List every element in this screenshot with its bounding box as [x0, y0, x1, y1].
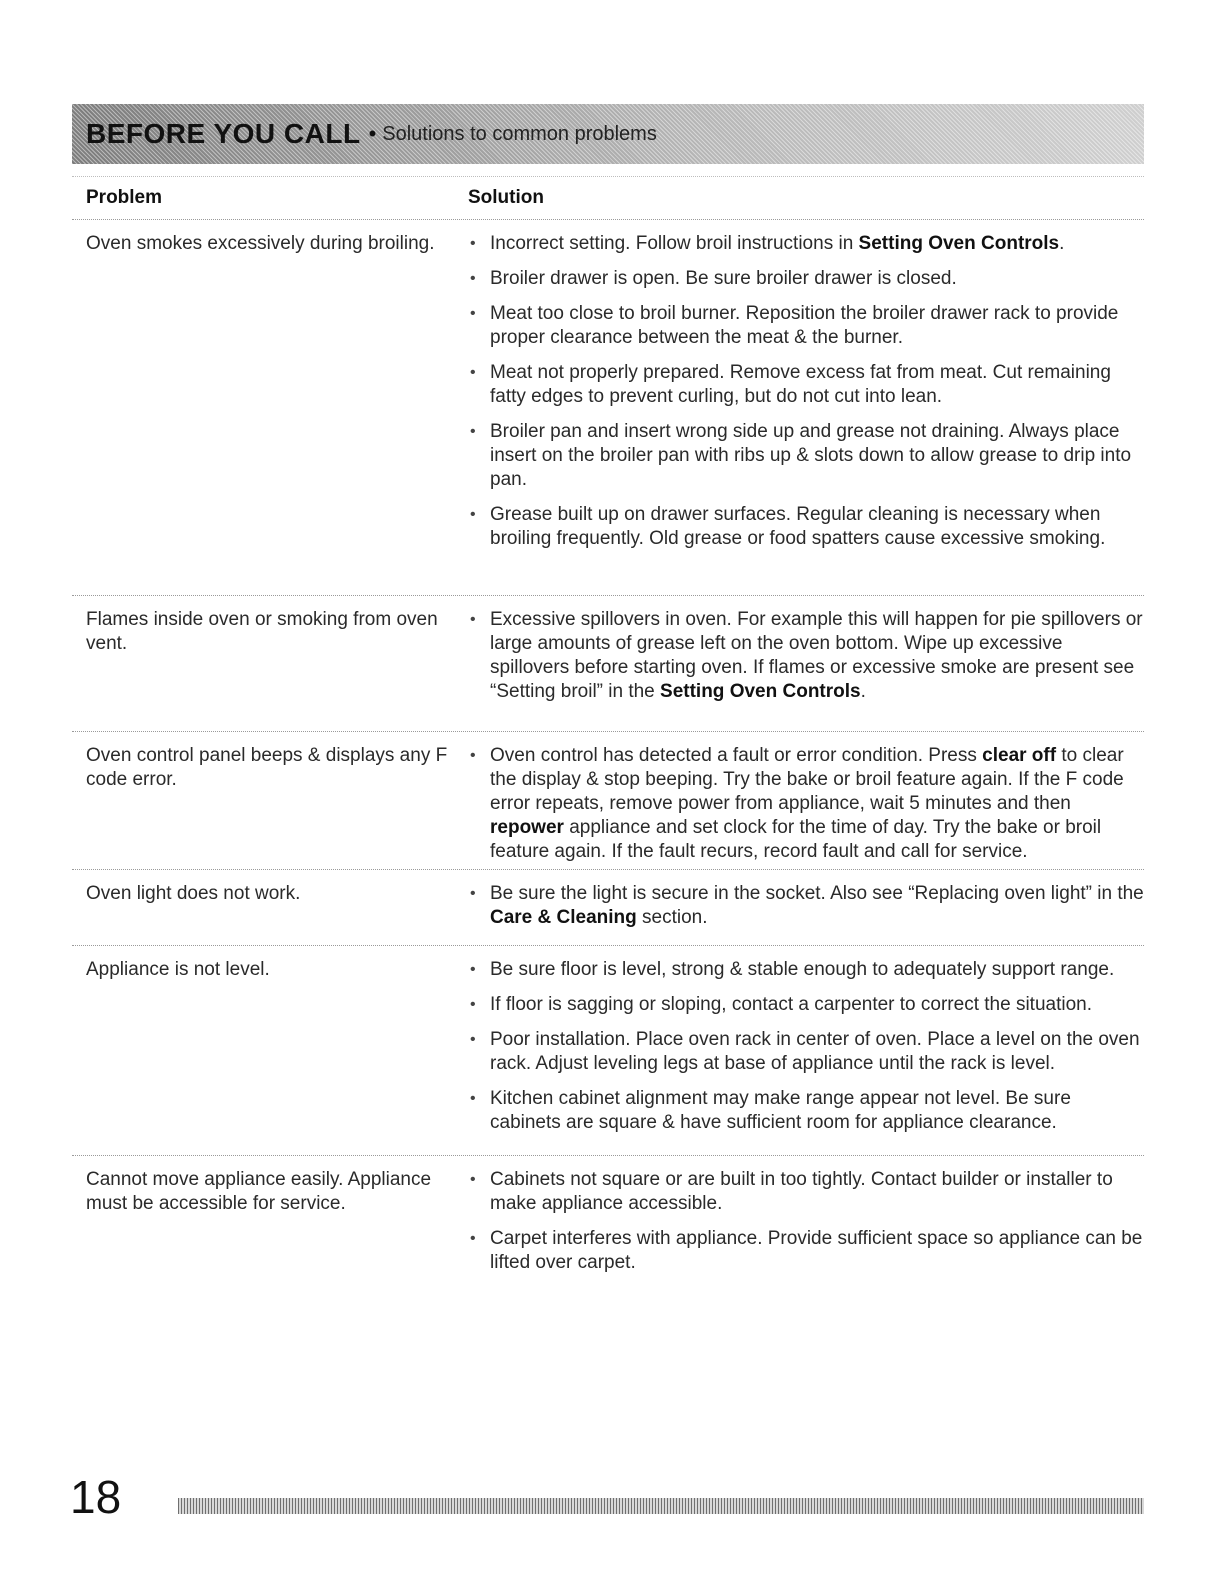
solution-item: [468, 1168, 1144, 1216]
problem-cell: Oven smokes excessively during broiling.: [86, 233, 435, 254]
solution-item: [468, 882, 1144, 930]
bullet-icon: •: [470, 1090, 476, 1107]
table-row: [72, 1156, 1144, 1286]
bullet-icon: •: [470, 1031, 476, 1048]
solution-item: [468, 744, 1144, 864]
solution-text: to clear the display & stop beeping. Try the bake or broil feature again. If the F code error repeats, remove power from appliance, wait 5 minutes and then: [490, 745, 1124, 814]
solution-text: Broiler pan and insert wrong side up and grease not draining. Always place insert on the broiler pan with ribs up & slots down to allow grease to drip into pan.: [490, 421, 1132, 490]
solution-emphasis: Care & Cleaning: [490, 907, 637, 928]
bullet-icon: •: [470, 364, 476, 381]
solution-list: [468, 946, 1144, 1155]
solution-text: Grease built up on drawer surfaces. Regular cleaning is necessary when broiling frequently. Old grease or food spatters cause excessive smoking.: [490, 504, 1106, 549]
solution-text: Broiler drawer is open. Be sure broiler drawer is closed.: [490, 268, 957, 289]
solution-text: Poor installation. Place oven rack in center of oven. Place a level on the oven rack. Adjust leveling legs at base of appliance until the rack is level.: [490, 1029, 1140, 1074]
solution-item: [468, 420, 1144, 492]
solution-item: [468, 608, 1144, 704]
bullet-icon: •: [470, 611, 476, 628]
table-row: [72, 946, 1144, 1156]
solution-emphasis: Setting Oven Controls: [660, 681, 861, 702]
title-separator: •: [368, 121, 377, 146]
bullet-icon: •: [470, 961, 476, 978]
solution-text: Cabinets not square or are built in too tightly. Contact builder or installer to make appliance accessible.: [490, 1169, 1113, 1214]
solution-item: [468, 232, 1144, 256]
page-title: BEFORE YOU CALL: [86, 118, 361, 149]
page-number: 18: [70, 1471, 122, 1523]
solution-emphasis: repower: [490, 817, 564, 838]
solution-text: Oven control has detected a fault or error condition. Press: [490, 745, 983, 766]
solution-text: Incorrect setting. Follow broil instructions in: [490, 233, 859, 254]
bullet-icon: •: [470, 235, 476, 252]
solution-text: Kitchen cabinet alignment may make range appear not level. Be sure cabinets are square & have sufficient room for appliance clearance.: [490, 1088, 1071, 1133]
bullet-icon: •: [470, 996, 476, 1013]
footer-decorative-bar: [178, 1498, 1144, 1514]
solution-list: [468, 870, 1144, 945]
table-row: [72, 220, 1144, 596]
solution-column-header: Solution: [468, 187, 544, 208]
solution-item: [468, 1087, 1144, 1135]
solution-text: section.: [636, 907, 708, 928]
solution-text: If floor is sagging or sloping, contact a carpenter to correct the situation.: [490, 994, 1092, 1015]
header-banner: [72, 104, 1144, 164]
solution-emphasis: Setting Oven Controls: [858, 233, 1060, 254]
bullet-icon: •: [470, 1230, 476, 1247]
problem-cell: Appliance is not level.: [86, 959, 270, 980]
solution-item: [468, 267, 1144, 291]
solution-list: [468, 220, 1144, 595]
table-row: [72, 870, 1144, 946]
bullet-icon: •: [470, 885, 476, 902]
solution-text: Carpet interferes with appliance. Provide sufficient space so appliance can be lifted over carpet.: [490, 1228, 1143, 1273]
problem-cell: Oven light does not work.: [86, 883, 301, 904]
table-row: [72, 596, 1144, 732]
solution-item: [468, 1028, 1144, 1076]
bullet-icon: •: [470, 270, 476, 287]
problem-cell: Oven control panel beeps & displays any F code error.: [86, 745, 448, 790]
table-header-row: [72, 176, 1144, 220]
solution-list: [468, 1156, 1144, 1286]
bullet-icon: •: [470, 1171, 476, 1188]
solution-item: [468, 503, 1144, 551]
solution-text: Meat too close to broil burner. Reposition the broiler drawer rack to provide proper clearance between the meat & the burner.: [490, 303, 1119, 348]
solution-text: .: [1059, 233, 1065, 254]
troubleshooting-table: [72, 176, 1144, 1286]
solution-item: [468, 302, 1144, 350]
solution-text: Excessive spillovers in oven. For example this will happen for pie spillovers or large amounts of grease left on the oven bottom. Wipe up excessive spillovers before starting oven. If flames or excessive smoke are present see “Setting broil” in the: [490, 609, 1143, 702]
bullet-icon: •: [470, 506, 476, 523]
solution-text: Be sure floor is level, strong & stable enough to adequately support range.: [490, 959, 1115, 980]
solution-text: Meat not properly prepared. Remove excess fat from meat. Cut remaining fatty edges to prevent curling, but do not cut into lean.: [490, 362, 1111, 407]
solution-emphasis: clear off: [982, 745, 1057, 766]
bullet-icon: •: [470, 423, 476, 440]
solution-text: Be sure the light is secure in the socket. Also see “Replacing oven light” in the: [490, 883, 1144, 904]
table-row: [72, 732, 1144, 870]
bullet-icon: •: [470, 747, 476, 764]
solution-item: [468, 958, 1144, 982]
page-subtitle: Solutions to common problems: [382, 122, 657, 145]
solution-text: appliance and set clock for the time of day. Try the bake or broil feature again. If the fault recurs, record fault and call for service.: [490, 817, 1102, 862]
problem-cell: Cannot move appliance easily. Appliance must be accessible for service.: [86, 1169, 432, 1214]
solution-item: [468, 361, 1144, 409]
solution-text: .: [860, 681, 866, 702]
problem-cell: Flames inside oven or smoking from oven vent.: [86, 609, 438, 654]
solution-list: [468, 732, 1144, 869]
solution-item: [468, 1227, 1144, 1275]
solution-list: [468, 596, 1144, 731]
solution-item: [468, 993, 1144, 1017]
bullet-icon: •: [470, 305, 476, 322]
problem-column-header: Problem: [86, 187, 163, 208]
